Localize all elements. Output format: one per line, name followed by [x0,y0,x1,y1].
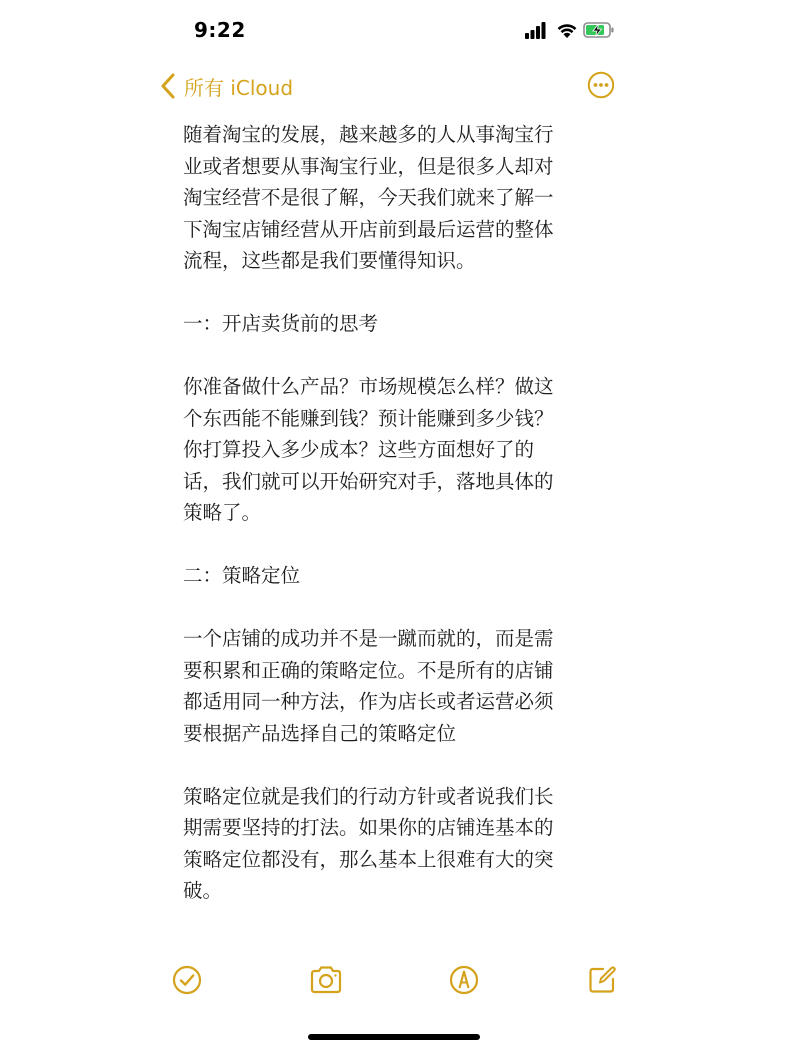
cellular-signal-icon [525,20,547,40]
note-body[interactable] [183,119,613,907]
paragraph-gap [183,529,613,561]
checklist-icon [171,964,203,996]
note-line: 策略了。 [183,501,262,524]
wifi-icon [555,20,579,40]
paragraph-gap [183,749,613,781]
battery-charging-icon [583,20,615,40]
status-time: 9:22 [194,18,246,42]
note-line: 个东西能不能赚到钱？预计能赚到多少钱？ [183,406,554,430]
note-line: 一个店铺的成功并不是一蹴而就的，而是需 [183,627,554,650]
paragraph-gap [183,592,613,624]
paragraph-gap [183,340,613,372]
back-button-label: 所有 iCloud [184,75,294,100]
home-indicator[interactable] [308,1034,480,1040]
camera-icon [308,964,344,996]
section-heading: 一：开店卖货前的思考 [183,312,379,335]
note-line: 要积累和正确的策略定位。不是所有的店铺 [183,658,554,682]
note-line: 淘宝经营不是很了解，今天我们就来了解一 [183,186,554,209]
compose-icon [586,964,618,996]
note-line: 破。 [183,879,223,902]
chevron-left-icon [160,73,176,99]
note-line: 业或者想要从事淘宝行业，但是很多人却对 [183,154,554,178]
checklist-button[interactable] [171,964,203,996]
markup-button[interactable] [448,964,480,996]
note-line: 流程，这些都是我们要懂得知识。 [183,249,476,272]
status-icons [525,20,615,42]
paragraph-gap [183,277,613,309]
compose-button[interactable] [586,964,618,996]
note-line: 要根据产品选择自己的策略定位 [183,721,457,745]
section-heading: 二：策略定位 [183,564,301,587]
ellipsis-circle-icon [587,71,615,99]
note-line: 策略定位都没有，那么基本上很难有大的突 [183,847,554,871]
note-line: 你准备做什么产品？市场规模怎么样？做这 [183,375,554,398]
note-line: 话，我们就可以开始研究对手，落地具体的 [183,469,554,493]
note-line: 期需要坚持的打法。如果你的店铺连基本的 [183,816,554,839]
more-options-button[interactable] [587,71,615,99]
back-button[interactable] [160,70,293,102]
markup-pen-icon [448,964,480,996]
note-line: 都适用同一种方法，作为店长或者运营必须 [183,690,554,713]
camera-button[interactable] [308,964,344,996]
note-line: 策略定位就是我们的行动方针或者说我们长 [183,784,554,808]
note-line: 下淘宝店铺经营从开店前到最后运营的整体 [183,217,554,241]
note-line: 随着淘宝的发展，越来越多的人从事淘宝行 [183,123,554,146]
note-line: 你打算投入多少成本？这些方面想好了的 [183,438,535,461]
